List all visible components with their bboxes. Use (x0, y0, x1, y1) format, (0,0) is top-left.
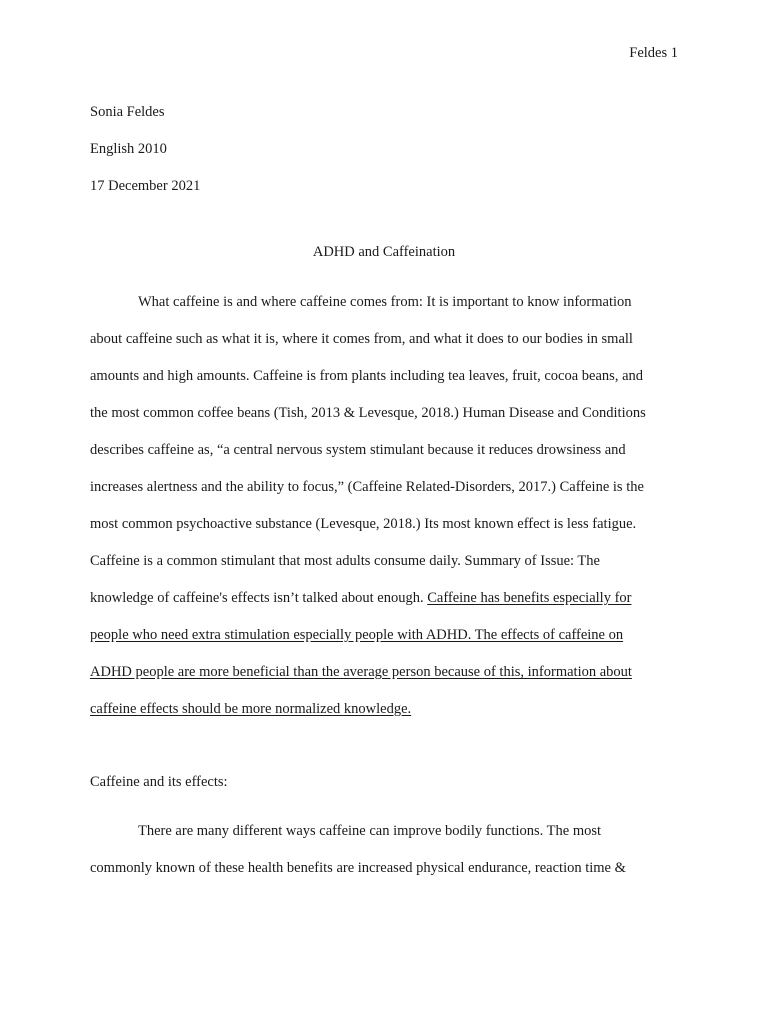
paragraph-line: about caffeine such as what it is, where it comes from, and what it does to our bodies in small (90, 331, 633, 347)
paragraph-line: There are many different ways caffeine can improve bodily functions. The most (138, 823, 602, 839)
thesis-underlined-line: ADHD people are more beneficial than the average person because of this, information about (90, 664, 632, 680)
essay-title: ADHD and Caffeination (312, 244, 456, 260)
paragraph-line: Caffeine is a common stimulant that most adults consume daily. Summary of Issue: The (90, 553, 600, 569)
mla-heading (90, 94, 200, 205)
paragraph-line: most common psychoactive substance (Levesque, 2018.) Its most known effect is less fatigue. (90, 516, 637, 532)
paragraph-effects (90, 813, 678, 887)
paragraph-line: the most common coffee beans (Tish, 2013 & Levesque, 2018.) Human Disease and Conditions (90, 405, 646, 421)
paragraph-intro (90, 284, 678, 728)
paragraph-line: amounts and high amounts. Caffeine is from plants including tea leaves, fruit, cocoa beans, and (90, 368, 644, 384)
line-plain-text: knowledge of caffeine's effects isn’t talked about enough. (90, 590, 428, 606)
running-head: Feldes 1 (629, 45, 678, 61)
thesis-underlined-line: people who need extra stimulation especially people with ADHD. The effects of caffeine on (90, 627, 624, 643)
thesis-underlined-text: Caffeine has benefits especially for (427, 590, 632, 606)
section-heading: Caffeine and its effects: (90, 774, 228, 790)
paragraph-line: increases alertness and the ability to focus,” (Caffeine Related-Disorders, 2017.) Caffeine is the (90, 479, 644, 495)
paragraph-line: What caffeine is and where caffeine comes from: It is important to know information (138, 294, 632, 310)
author-name: Sonia Feldes (90, 104, 165, 120)
paragraph-line: commonly known of these health benefits are increased physical endurance, reaction time & (90, 860, 626, 876)
thesis-underlined-line: caffeine effects should be more normalized knowledge. (90, 701, 412, 717)
paragraph-line: describes caffeine as, “a central nervous system stimulant because it reduces drowsiness and (90, 442, 626, 458)
course-name: English 2010 (90, 141, 167, 157)
paragraph-line (90, 580, 678, 617)
essay-date: 17 December 2021 (90, 178, 201, 194)
